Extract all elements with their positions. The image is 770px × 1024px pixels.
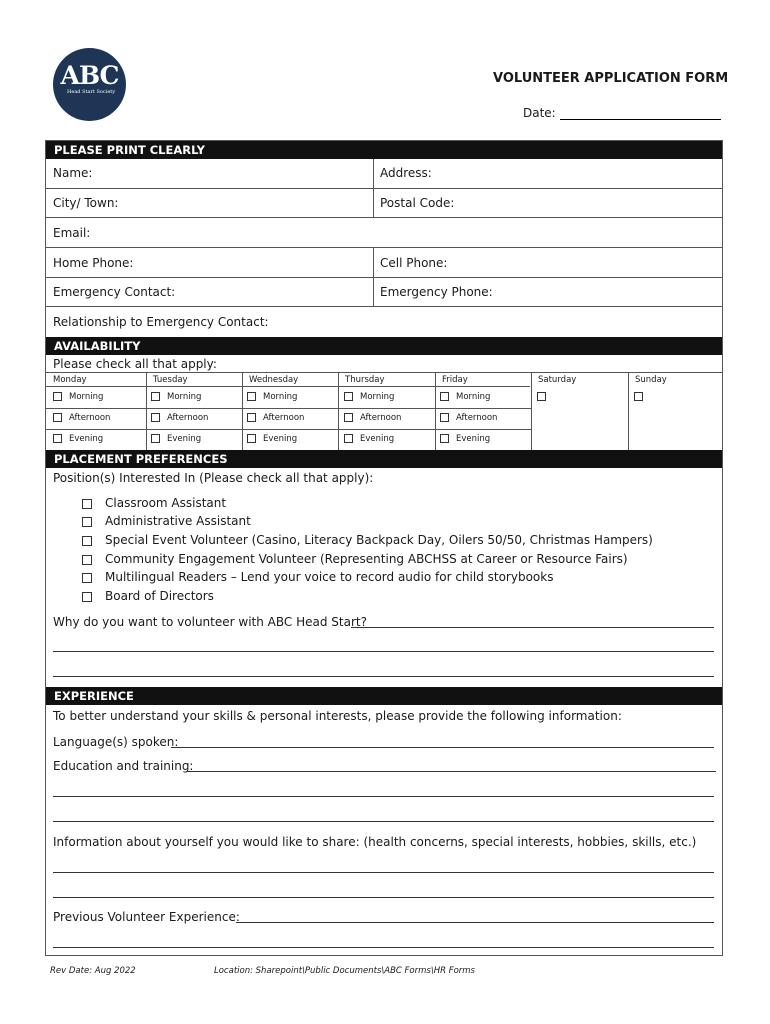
logo-subtext: Head Start Society — [67, 89, 116, 95]
checkbox-icon — [82, 499, 92, 509]
checkbox-icon — [53, 434, 62, 443]
section-header-personal: PLEASE PRINT CLEARLY — [46, 141, 722, 159]
checkbox-icon — [247, 434, 256, 443]
checkbox-friday-afternoon[interactable]: Afternoon — [440, 413, 497, 423]
checkbox-wednesday-afternoon[interactable]: Afternoon — [247, 413, 304, 423]
experience-intro: To better understand your skills & personal interests, please provide the following information: — [53, 709, 622, 723]
checkbox-wednesday-evening[interactable]: Evening — [247, 434, 297, 444]
divider — [531, 372, 532, 450]
checkbox-icon — [247, 392, 256, 401]
footer-rev-date: Rev Date: Aug 2022 — [50, 966, 136, 976]
divider — [46, 386, 530, 387]
day-tuesday: Tuesday — [153, 375, 188, 385]
checkbox-icon — [82, 555, 92, 565]
divider — [146, 372, 147, 450]
postal-code-label: Postal Code: — [380, 196, 455, 210]
answer-line[interactable] — [53, 651, 714, 652]
application-form — [45, 140, 723, 956]
checkbox-icon — [634, 392, 643, 401]
previous-experience-line[interactable] — [236, 922, 714, 923]
checkbox-icon — [82, 592, 92, 602]
address-label: Address: — [380, 166, 432, 180]
abc-logo — [53, 48, 126, 121]
checkbox-icon — [344, 392, 353, 401]
city-label: City/ Town: — [53, 196, 119, 210]
availability-instruction: Please check all that apply: — [53, 357, 217, 371]
name-label: Name: — [53, 166, 93, 180]
divider — [628, 372, 629, 450]
day-monday: Monday — [53, 375, 87, 385]
answer-line[interactable] — [53, 796, 714, 797]
divider — [46, 372, 722, 373]
checkbox-monday-morning[interactable]: Morning — [53, 392, 103, 402]
day-saturday: Saturday — [538, 375, 577, 385]
checkbox-icon — [440, 434, 449, 443]
answer-line[interactable] — [53, 897, 714, 898]
checkbox-icon — [53, 413, 62, 422]
checkbox-icon — [344, 413, 353, 422]
info-label: Information about yourself you would like to share: (health concerns, special interests, hobbies, skills, etc.) — [53, 835, 697, 849]
option-administrative-assistant[interactable]: Administrative Assistant — [82, 514, 251, 528]
cell-phone-label: Cell Phone: — [380, 256, 448, 270]
emergency-contact-label: Emergency Contact: — [53, 285, 176, 299]
answer-line[interactable] — [53, 676, 714, 677]
checkbox-icon — [151, 392, 160, 401]
divider — [46, 217, 722, 218]
divider — [46, 408, 531, 409]
checkbox-thursday-morning[interactable]: Morning — [344, 392, 394, 402]
option-multilingual-readers[interactable]: Multilingual Readers – Lend your voice to record audio for child storybooks — [82, 570, 553, 584]
languages-line[interactable] — [171, 747, 714, 748]
form-title: VOLUNTEER APPLICATION FORM — [493, 71, 729, 86]
checkbox-icon — [82, 573, 92, 583]
divider — [46, 188, 722, 189]
day-friday: Friday — [442, 375, 468, 385]
emergency-phone-label: Emergency Phone: — [380, 285, 493, 299]
answer-line[interactable] — [53, 821, 714, 822]
checkbox-monday-afternoon[interactable]: Afternoon — [53, 413, 110, 423]
checkbox-wednesday-morning[interactable]: Morning — [247, 392, 297, 402]
option-community-engagement[interactable]: Community Engagement Volunteer (Representing ABCHSS at Career or Resource Fairs) — [82, 552, 628, 566]
checkbox-tuesday-afternoon[interactable]: Afternoon — [151, 413, 208, 423]
day-thursday: Thursday — [345, 375, 385, 385]
day-sunday: Sunday — [635, 375, 667, 385]
checkbox-icon — [440, 392, 449, 401]
divider — [46, 429, 531, 430]
checkbox-icon — [440, 413, 449, 422]
education-label: Education and training: — [53, 759, 194, 773]
checkbox-icon — [537, 392, 546, 401]
why-volunteer-label: Why do you want to volunteer with ABC Head Start? — [53, 615, 367, 629]
checkbox-icon — [82, 517, 92, 527]
home-phone-label: Home Phone: — [53, 256, 134, 270]
day-wednesday: Wednesday — [249, 375, 299, 385]
checkbox-sunday[interactable] — [634, 392, 650, 402]
option-special-event[interactable]: Special Event Volunteer (Casino, Literacy Backpack Day, Oilers 50/50, Christmas Hampers) — [82, 533, 653, 547]
date-label: Date: — [523, 106, 556, 120]
footer-location: Location: Sharepoint\Public Documents\ABC Forms\HR Forms — [214, 966, 475, 976]
relationship-label: Relationship to Emergency Contact: — [53, 315, 269, 329]
placement-instruction: Position(s) Interested In (Please check all that apply): — [53, 471, 374, 485]
checkbox-friday-evening[interactable]: Evening — [440, 434, 490, 444]
why-volunteer-line[interactable] — [351, 627, 714, 628]
previous-experience-label: Previous Volunteer Experience: — [53, 910, 240, 924]
checkbox-icon — [53, 392, 62, 401]
email-label: Email: — [53, 226, 91, 240]
divider — [435, 372, 436, 450]
date-field[interactable] — [523, 106, 721, 120]
date-line — [560, 106, 721, 120]
checkbox-icon — [151, 434, 160, 443]
education-line[interactable] — [186, 771, 716, 772]
section-header-availability: AVAILABILITY — [46, 337, 722, 355]
section-header-experience: EXPERIENCE — [46, 687, 722, 705]
divider — [46, 306, 722, 307]
divider — [46, 247, 722, 248]
checkbox-monday-evening[interactable]: Evening — [53, 434, 103, 444]
checkbox-icon — [344, 434, 353, 443]
logo-text: ABC — [60, 61, 119, 90]
checkbox-icon — [247, 413, 256, 422]
option-board-of-directors[interactable]: Board of Directors — [82, 589, 214, 603]
divider — [46, 277, 722, 278]
answer-line[interactable] — [53, 947, 714, 948]
checkbox-icon — [82, 536, 92, 546]
checkbox-icon — [151, 413, 160, 422]
divider — [242, 372, 243, 450]
divider — [338, 372, 339, 450]
checkbox-tuesday-morning[interactable]: Morning — [151, 392, 201, 402]
languages-label: Language(s) spoken: — [53, 735, 179, 749]
checkbox-saturday[interactable] — [537, 392, 553, 402]
option-classroom-assistant[interactable]: Classroom Assistant — [82, 496, 226, 510]
checkbox-thursday-evening[interactable]: Evening — [344, 434, 394, 444]
answer-line[interactable] — [53, 872, 714, 873]
section-header-placement: PLACEMENT PREFERENCES — [46, 450, 722, 468]
checkbox-friday-morning[interactable]: Morning — [440, 392, 490, 402]
checkbox-thursday-afternoon[interactable]: Afternoon — [344, 413, 401, 423]
checkbox-tuesday-evening[interactable]: Evening — [151, 434, 201, 444]
